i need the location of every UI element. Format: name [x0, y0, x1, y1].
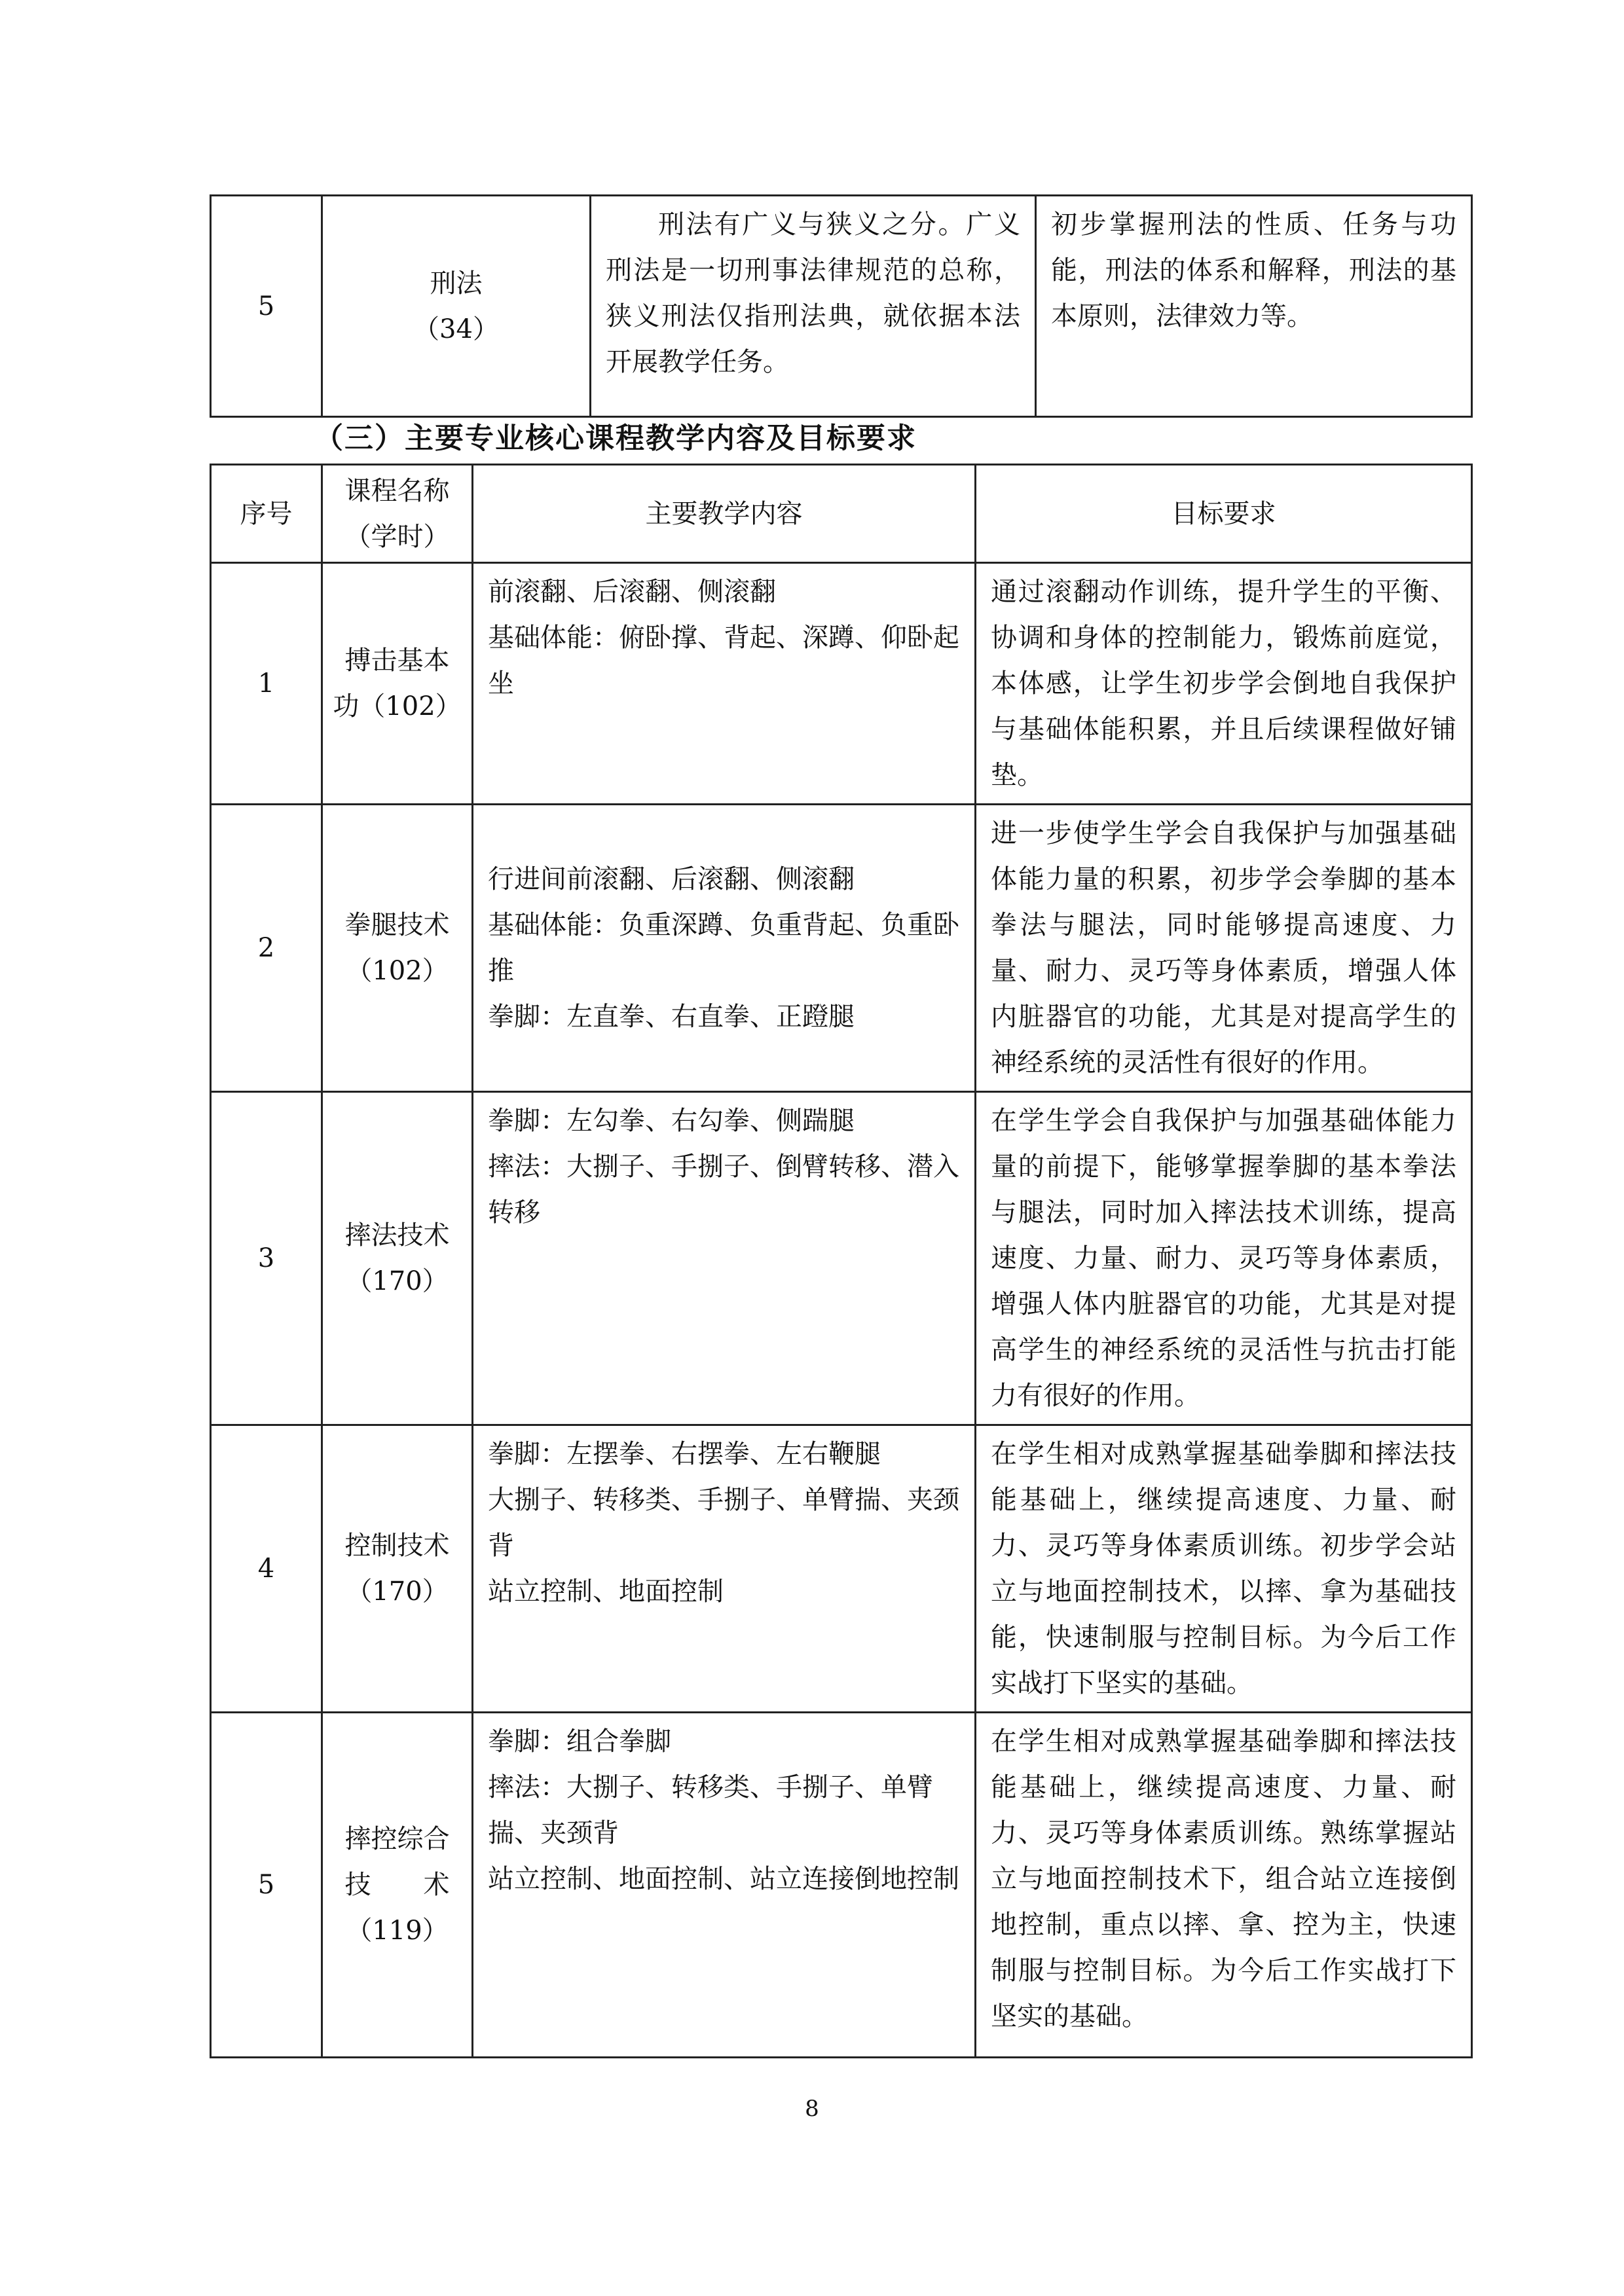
course-name: 拳腿技术 （102） — [322, 805, 473, 1092]
goal-requirement: 初步掌握刑法的性质、任务与功能，刑法的体系和解释，刑法的基本原则，法律效力等。 — [1036, 196, 1472, 417]
row-index: 5 — [211, 1713, 322, 2058]
row-index: 3 — [211, 1092, 322, 1425]
course-name: 搏击基本 功（102） — [322, 563, 473, 805]
goal-requirement: 在学生相对成熟掌握基础拳脚和摔法技能基础上，继续提高速度、力量、耐力、灵巧等身体素质训练。初步学会站立与地面控制技术，以摔、拿为基础技能，快速制服与控制目标。为今后工作实战打下坚实的基础。 — [976, 1425, 1472, 1713]
goal-requirement: 在学生学会自我保护与加强基础体能力量的前提下，能够掌握拳脚的基本拳法与腿法，同时加入摔法技术训练，提高速度、力量、耐力、灵巧等身体素质，增强人体内脏器官的功能，尤其是对提高学生的神经系统的灵活性与抗击打能力有很好的作用。 — [976, 1092, 1472, 1425]
course-name: 控制技术 （170） — [322, 1425, 473, 1713]
teaching-content: 拳脚：组合拳脚 摔法：大捌子、转移类、手捌子、单臂揣、夹颈背 站立控制、地面控制、站立连接倒地控制 — [473, 1713, 976, 2058]
header-course: 课程名称 （学时） — [322, 465, 473, 563]
table-row — [211, 1425, 1472, 1713]
core-course-table — [210, 464, 1473, 2058]
criminal-law-course-table — [210, 194, 1473, 418]
goal-requirement: 在学生相对成熟掌握基础拳脚和摔法技能基础上，继续提高速度、力量、耐力、灵巧等身体素质训练。熟练掌握站立与地面控制技术下，组合站立连接倒地控制，重点以摔、拿、控为主，快速制服与控制目标。为今后工作实战打下坚实的基础。 — [976, 1713, 1472, 2058]
row-index: 2 — [211, 805, 322, 1092]
course-name: 刑法 （34） — [322, 196, 591, 417]
row-index: 1 — [211, 563, 322, 805]
teaching-content: 拳脚：左勾拳、右勾拳、侧踹腿 摔法：大捌子、手捌子、倒臂转移、潜入转移 — [473, 1092, 976, 1425]
row-index: 4 — [211, 1425, 322, 1713]
row-index: 5 — [211, 196, 322, 417]
teaching-content: 行进间前滚翻、后滚翻、侧滚翻 基础体能：负重深蹲、负重背起、负重卧推 拳脚：左直拳、右直拳、正蹬腿 — [473, 805, 976, 1092]
table-row — [211, 563, 1472, 805]
course-name: 摔法技术 （170） — [322, 1092, 473, 1425]
header-goal: 目标要求 — [976, 465, 1472, 563]
teaching-content: 刑法有广义与狭义之分。广义刑法是一切刑事法律规范的总称，狭义刑法仅指刑法典，就依据本法开展教学任务。 — [591, 196, 1036, 417]
table-header-row — [211, 465, 1472, 563]
course-name: 摔控综合 技 术 （119） — [322, 1713, 473, 2058]
section-heading: （三）主要专业核心课程教学内容及目标要求 — [314, 422, 917, 455]
table-row — [211, 196, 1472, 417]
page-number: 8 — [805, 2096, 819, 2122]
teaching-content: 前滚翻、后滚翻、侧滚翻 基础体能：俯卧撑、背起、深蹲、仰卧起坐 — [473, 563, 976, 805]
goal-requirement: 通过滚翻动作训练，提升学生的平衡、协调和身体的控制能力，锻炼前庭觉，本体感，让学生初步学会倒地自我保护与基础体能积累，并且后续课程做好铺垫。 — [976, 563, 1472, 805]
goal-requirement: 进一步使学生学会自我保护与加强基础体能力量的积累，初步学会拳脚的基本拳法与腿法，同时能够提高速度、力量、耐力、灵巧等身体素质，增强人体内脏器官的功能，尤其是对提高学生的神经系统的灵活性有很好的作用。 — [976, 805, 1472, 1092]
table-row — [211, 1092, 1472, 1425]
header-content: 主要教学内容 — [473, 465, 976, 563]
teaching-content: 拳脚：左摆拳、右摆拳、左右鞭腿 大捌子、转移类、手捌子、单臂揣、夹颈背 站立控制、地面控制 — [473, 1425, 976, 1713]
header-index: 序号 — [211, 465, 322, 563]
table-row — [211, 805, 1472, 1092]
table-row — [211, 1713, 1472, 2058]
